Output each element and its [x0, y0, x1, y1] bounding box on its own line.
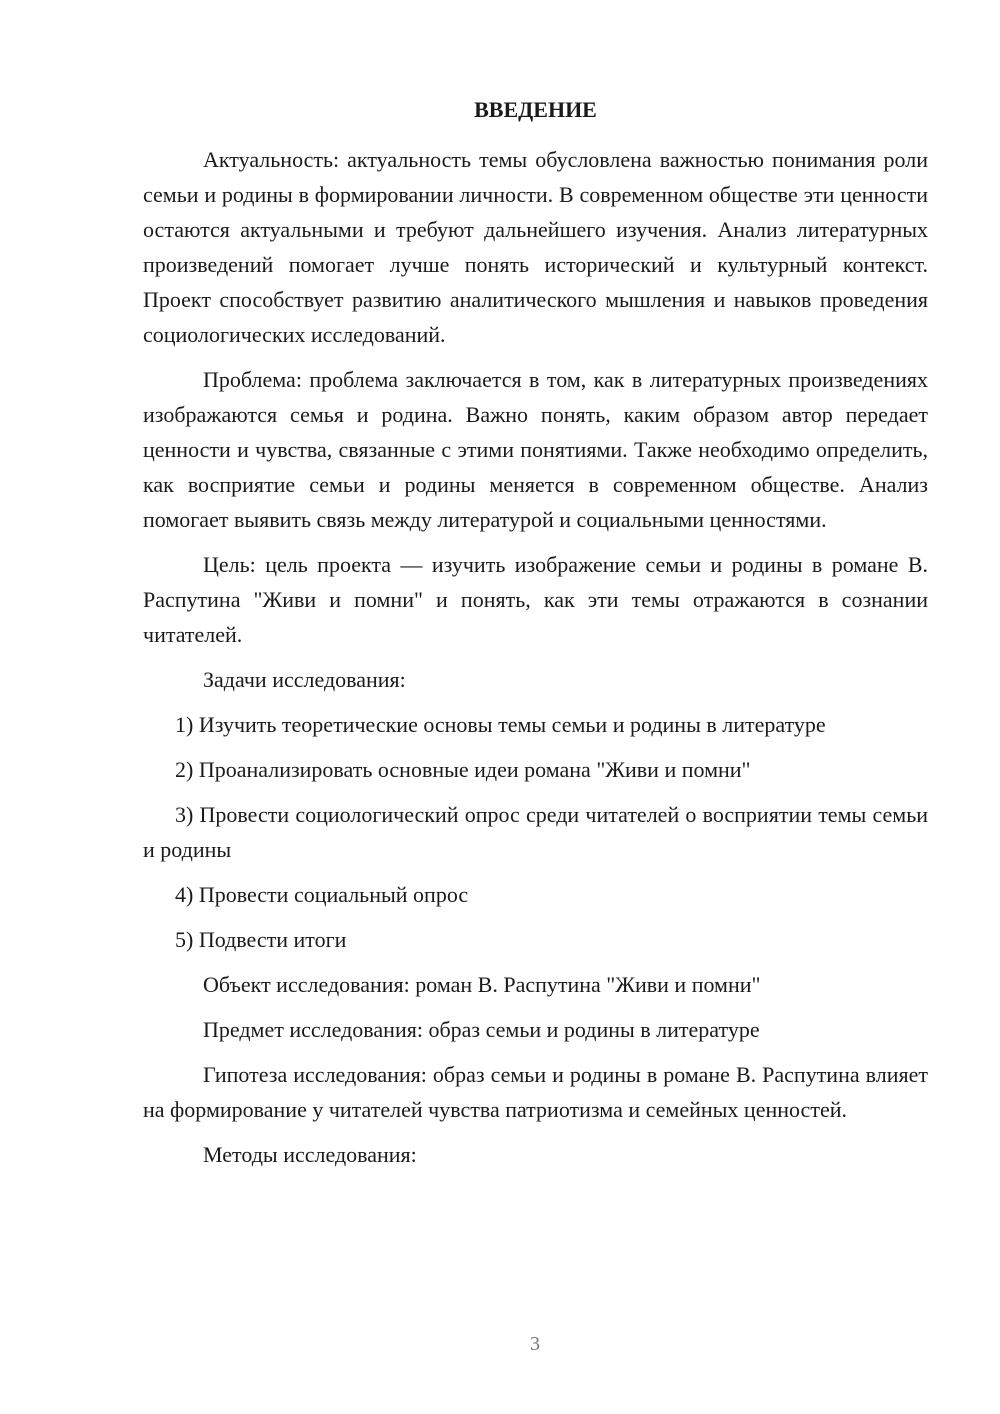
task-item-5: 5) Подвести итоги	[175, 927, 347, 952]
research-object: Объект исследования: роман В. Распутина "Живи и помни"	[203, 972, 761, 997]
paragraph-relevance: Актуальность: актуальность темы обусловлена важностью понимания роли семьи и родины в формировании личности. В современном обществе эти ценности остаются актуальными и требуют дальнейшего изучения. Анализ литературных произведений помогает лучше понять исторический и культурный контекст. Проект способствует развитию аналитического мышления и навыков проведения социологических исследований.	[143, 147, 928, 347]
page-title: ВВЕДЕНИЕ	[474, 97, 597, 122]
task-item-4: 4) Провести социальный опрос	[175, 882, 469, 907]
document-page	[143, 96, 928, 1182]
tasks-heading: Задачи исследования:	[203, 667, 406, 692]
research-hypothesis: Гипотеза исследования: образ семьи и родины в романе В. Распутина влияет на формирование у читателей чувства патриотизма и семейных ценностей.	[143, 1062, 928, 1122]
paragraph-goal: Цель: цель проекта — изучить изображение семьи и родины в романе В. Распутина "Живи и помни" и понять, как эти темы отражаются в сознании читателей.	[143, 552, 928, 647]
methods-heading: Методы исследования:	[203, 1142, 417, 1167]
task-item-3: 3) Провести социологический опрос среди читателей о восприятии темы семьи и родины	[143, 802, 928, 862]
task-item-2: 2) Проанализировать основные идеи романа "Живи и помни"	[175, 757, 751, 782]
task-item-1: 1) Изучить теоретические основы темы семьи и родины в литературе	[175, 712, 826, 737]
research-subject: Предмет исследования: образ семьи и родины в литературе	[203, 1017, 760, 1042]
paragraph-problem: Проблема: проблема заключается в том, как в литературных произведениях изображаются семья и родина. Важно понять, каким образом автор передает ценности и чувства, связанные с этими понятиями. Также необходимо определить, как восприятие семьи и родины меняется в современном обществе. Анализ помогает выявить связь между литературой и социальными ценностями.	[143, 367, 928, 532]
page-number: 3	[530, 1333, 540, 1355]
